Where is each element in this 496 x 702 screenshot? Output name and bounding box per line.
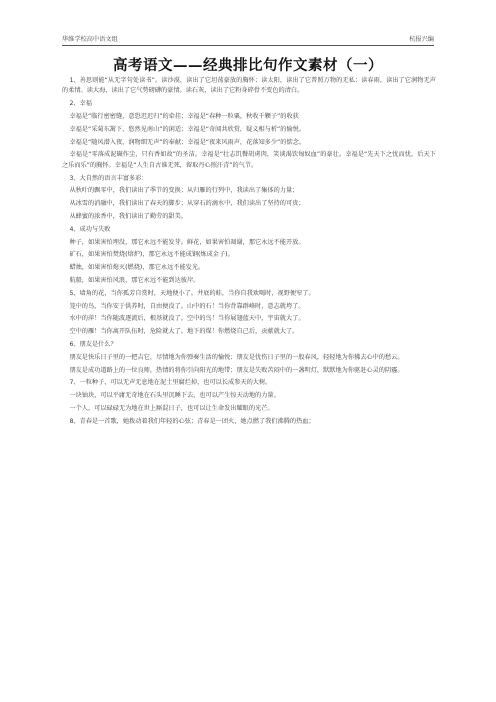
paragraph: 从秋叶的飘零中，我们读出了季节的变换；从归雁的行列中，我读出了集体的力量； xyxy=(69,187,299,195)
paragraph: 1、善思则能“从无字句处读书”。读沙漠，读出了它坦荡豪放的胸怀；读太阳，读出了它普照万物的无私；读春雨，读出了它润物无声的柔情。读大海，读出了它气势磅礴的豪情。读石灰，读出了它粉身碎骨不变色的清白。 xyxy=(62,77,436,95)
paragraph: 7、一粒种子，可以无声无息地在泥土里腐烂掉，也可以长成参天的大树。 xyxy=(69,379,272,387)
section-heading: 2、幸福 xyxy=(69,100,92,108)
paragraph: 幸福是“零落成泥碾作尘，只有香如故”的圣洁。幸福是“壮志饥餐胡虏肉，笑谈渴饮匈奴血”的豪壮。幸福是“先天下之忧而忧，后天下之乐而乐”的胸怀。幸福是“人生自古谁无死，留取丹心照汗青”的气节。 xyxy=(62,151,436,169)
paragraph: 一个人，可以碌碌无为地在世上厮混日子，也可以让生命发出耀眼的光芒。 xyxy=(69,404,274,412)
paragraph: 矿石，如果害怕焚烧(熔炉)，那它永远不能成钢(炼成金子)。 xyxy=(69,251,234,259)
paragraph: 幸福是“随风潜入夜，润物细无声”的奉献；幸福是“夜来风雨声，花落知多少”的惦念。 xyxy=(69,138,306,146)
section-heading: 3、大自然的语言丰富多彩： xyxy=(69,174,148,182)
paragraph: 幸福是“采菊东篱下，悠然见南山”的闲适；幸福是“奇闻共欣赏，疑义相与析”的愉悦。 xyxy=(69,125,306,133)
paragraph: 从冰雪的消融中，我们读出了春天的脚步；从穿石的滴水中，我们读出了坚持的可贵； xyxy=(69,200,305,208)
paragraph: 种子，如果害怕埋没，那它永远不能发芽。鲜花，如果害怕凋谢，那它永远不能开放。 xyxy=(69,238,305,246)
paragraph: 8、青春是一首歌，她拨动着我们年轻的心弦；青春是一团火，她点燃了我们沸腾的热血； xyxy=(69,417,315,425)
section-heading: 4、成功与失败 xyxy=(69,225,111,233)
paragraph: 空中的雁！当你离开队伍时，危险就大了。地下的煤！你燃烧自己后，贡献就大了。 xyxy=(69,328,299,336)
paragraph: 水中的萍！当你随波逐流后，根基就没了。空中的鸟！当你展翅蓝天中，宇宙就大了。 xyxy=(69,315,305,323)
paragraph: 朋友是成功道路上的一位良师，热情的将你引向阳光的地带；朋友是失败苦闷中的一盏明灯，默默地为你驱赶心灵的阴霾。 xyxy=(69,366,404,374)
document-body xyxy=(62,76,436,427)
paragraph: 朋友是快乐日子里的一把吉它，尽情地为你弹奏生活的愉悦；朋友是忧伤日子里的一股春风，轻轻地为你拂去心中的愁云。 xyxy=(69,353,404,361)
header-left-text: 华维学校高中语文组 xyxy=(62,36,118,43)
header-right-text: 杭报兴编 xyxy=(409,36,434,43)
paragraph: 蜡烛，如果害怕熄灭(燃烧)，那它永远不能发光。 xyxy=(69,264,205,272)
paragraph: 幸福是“临行密密缝，意恐迟迟归”的牵挂；幸福是“春种一粒粟，秋收千颗子”的收获 xyxy=(69,113,299,120)
document-title: 高考语文——经典排比句作文素材（一） xyxy=(113,57,383,74)
page-header xyxy=(62,34,434,46)
paragraph: 一块铀块，可以平庸无奇地在石头里沉睡下去，也可以产生惊天动地的力量。 xyxy=(69,392,280,400)
paragraph: 航船，如果害怕风浪，那它永远不能到达彼岸。 xyxy=(69,276,200,284)
paragraph: 笼中的鸟，当你安于供养时，自由便没了。山中的石！当你背靠群峰时，意志就垮了。 xyxy=(69,302,305,310)
section-heading: 6、朋友是什么？ xyxy=(69,340,117,348)
paragraph: 从蜂蜜的浓香中，我们读出了勤劳的甜美。 xyxy=(69,212,187,220)
paragraph: 5、墙角的花，当你孤芳自赏时，天地便小了。井底的蛙，当你自我欢喝时，视野便窄了。 xyxy=(69,289,315,297)
